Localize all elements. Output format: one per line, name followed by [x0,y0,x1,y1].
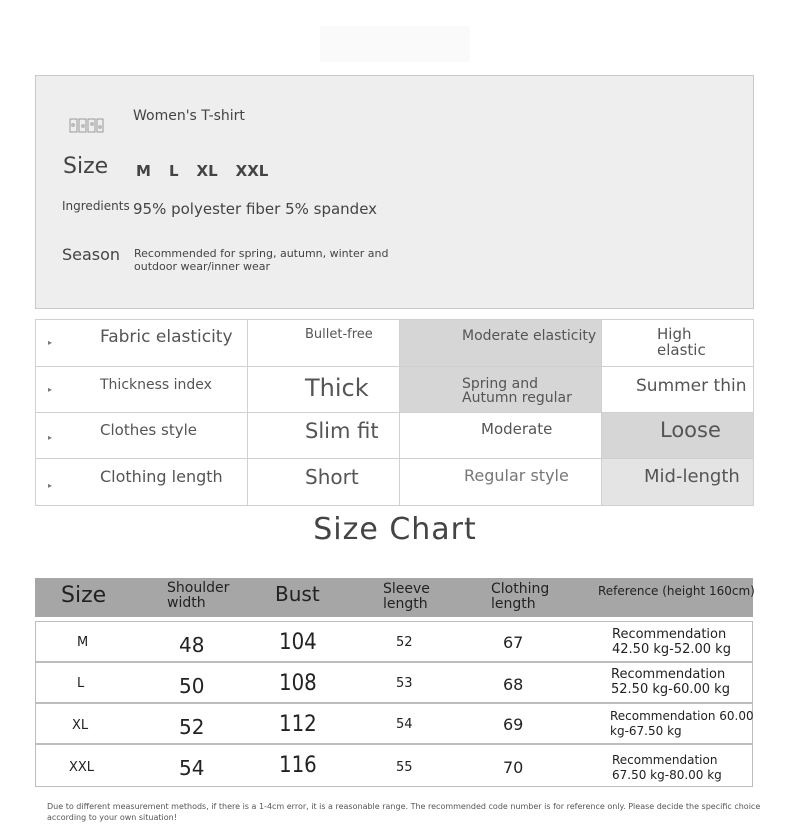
triangle-icon: ▸ [48,338,53,347]
attribute-option: Thick [248,367,400,413]
top-blank-area [320,26,470,62]
attribute-option: Slim fit [248,413,400,459]
header-shoulder-width: Shoulder width [167,580,230,611]
attribute-label-cell [36,459,248,506]
attribute-option: Regular style [400,459,602,506]
product-info-box [35,75,754,309]
ingredients-value: 95% polyester fiber 5% spandex [133,200,378,218]
header-reference: Reference (height 160cm) [598,584,755,598]
product-name: Women's T-shirt [133,108,245,124]
season-label: Season [62,245,121,264]
size-option: XXL [235,162,269,180]
disclaimer-note: Due to different measurement methods, if there is a 1-4cm error, it is a reasonable range. The recommended code number is for reference only. Please decide the specific choice according to your own situation! [47,802,761,822]
ingredients-label: Ingredients [62,199,130,213]
table-row: XXL 54 116 55 70 Recommendation 67.50 kg-80.00 kg [35,744,753,787]
attribute-label-cell [36,367,248,413]
attribute-option-selected: Loose [602,413,754,459]
attribute-label: Clothing length [100,467,223,486]
size-chart-title: Size Chart [313,512,477,547]
attribute-label-cell [36,413,248,459]
triangle-icon: ▸ [48,481,53,490]
size-option: M [136,162,151,180]
header-size: Size [61,583,107,608]
size-options [136,162,286,180]
size-option: L [168,162,179,180]
attribute-label: Thickness index [100,377,212,393]
attribute-label: Clothes style [100,421,197,439]
season-value: Recommended for spring, autumn, winter and outdoor wear/inner wear [134,247,389,273]
triangle-icon: ▸ [48,385,53,394]
attribute-grid [35,319,754,506]
table-row: XL 52 112 54 69 Recommendation 60.00 kg-67.50 kg [35,703,753,744]
attribute-label: Fabric elasticity [100,327,233,347]
header-clothing-length: Clothing length [491,581,550,612]
triangle-icon: ▸ [48,433,53,442]
attribute-option: Bullet-free [248,320,400,367]
brand-logo [69,116,105,136]
table-row: L 50 108 53 68 Recommendation 52.50 kg-60.00 kg [35,662,753,703]
table-row: M 48 104 52 67 Recommendation 42.50 kg-52.00 kg [35,621,753,662]
attribute-option: Short [248,459,400,506]
attribute-option-selected: Mid-length [602,459,754,506]
header-sleeve-length: Sleeve length [383,581,430,612]
size-option: XL [196,162,218,180]
attribute-option-selected: Spring and Autumn regular [400,367,602,413]
attribute-option: Moderate [400,413,602,459]
attribute-option: High elastic [602,320,754,367]
attribute-label-cell [36,320,248,367]
attribute-option-selected: Moderate elasticity [400,320,602,367]
header-bust: Bust [275,582,320,606]
size-label: Size [63,154,109,179]
size-table-header [35,578,753,617]
attribute-option: Summer thin [602,367,754,413]
